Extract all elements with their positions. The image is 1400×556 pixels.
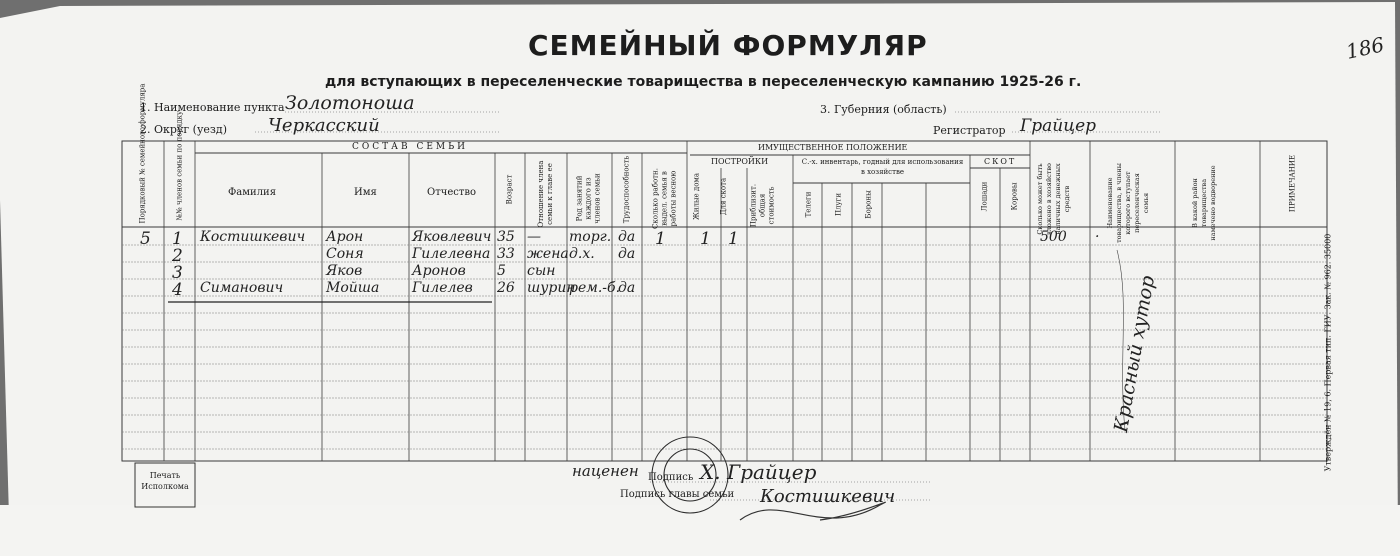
header-serial: Порядковый № семейного формуляра [138, 83, 147, 224]
header-district: В какой район товарищества намечено водворение [1191, 165, 1217, 241]
cell-occupation: торг. [569, 229, 612, 245]
page-number: 186 [1343, 32, 1387, 64]
cell-barns: 1 [728, 229, 739, 249]
signature-value: Х. Грайцер [700, 460, 817, 484]
cell-patronymic: Аронов [412, 263, 466, 279]
section-inventory: С.-х. инвентарь, годный для использования в хозяйстве [801, 158, 964, 176]
header-horses: Лошади [980, 181, 989, 212]
header-occupation: Род занятий каждого из членов семьи [575, 173, 602, 224]
header-name: Имя [354, 187, 377, 198]
cell-workers: 1 [655, 229, 666, 249]
cell-age: 5 [497, 263, 506, 279]
field1-label: 1. Наименование пункта [140, 101, 285, 114]
cell-name: Яков [326, 263, 363, 279]
cell-relation: — [527, 229, 541, 245]
header-patronymic: Отчество [427, 187, 477, 198]
section-property: ИМУЩЕСТВЕННОЕ ПОЛОЖЕНИЕ [758, 143, 908, 152]
header-ploughs: Плуги [834, 193, 843, 217]
cell-relation: шурин [527, 280, 576, 296]
header-surname: Фамилия [228, 187, 277, 198]
cell-name: Соня [326, 246, 364, 262]
header-capacity: Трудоспособность [622, 155, 631, 224]
header-relation: Отношение члена семьи к главе ее [537, 160, 554, 228]
form-subtitle: для вступающих в переселенческие товарищества в переселенческую кампанию 1925-26 г. [325, 74, 1082, 90]
header-capital: Сколько может быть вложено в хозяйство наличных денежных средств [1036, 163, 1071, 235]
cell-age: 26 [497, 280, 515, 296]
cell-name: Мойша [326, 280, 380, 296]
cell-serial: 5 [140, 229, 151, 249]
margin-note: наценен [572, 462, 639, 480]
registrar-value: Грайцер [1020, 116, 1097, 136]
cell-capital: 500 [1040, 229, 1067, 245]
section-family: СОСТАВ СЕМЬИ [352, 142, 469, 152]
cell-member-no: 4 [172, 280, 183, 300]
cell-patronymic: Гилелев [412, 280, 473, 296]
cell-occupation: рем.-б. [569, 280, 621, 296]
section-buildings: ПОСТРОЙКИ [711, 157, 769, 166]
cell-capacity: да [618, 246, 636, 262]
cell-age: 33 [497, 246, 515, 262]
cell-member-no: 2 [172, 246, 183, 266]
header-cows: Коровы [1010, 182, 1019, 211]
vertical-note: Красный хутор [1110, 273, 1160, 434]
cell-partnership: · [1095, 229, 1100, 245]
family-signature-label: Подпись главы семьи [620, 489, 735, 500]
cell-surname: Симанович [200, 280, 284, 296]
field1-value: Золотоноша [285, 92, 415, 114]
header-houses: Жилые дома [692, 172, 701, 221]
print-note: Утверждён № 19, 6. Первая тип. ГИУ. Зак. № 962. 35000 [1323, 233, 1333, 472]
registrar-label: Регистратор [933, 124, 1006, 137]
header-barns: Для скота [719, 177, 728, 216]
form-title: СЕМЕЙНЫЙ ФОРМУЛЯР [528, 29, 928, 62]
stamp-label: Печать Исполкома [141, 471, 189, 491]
cell-surname: Костишкевич [200, 229, 306, 245]
cell-name: Арон [326, 229, 364, 245]
family-signature-value: Костишкевич [760, 486, 896, 507]
field3-label: 3. Губерния (область) [820, 103, 947, 116]
cell-member-no: 1 [172, 229, 183, 249]
field2-label: 2. Округ (уезд) [140, 123, 227, 136]
header-remarks: ПРИМЕЧАНИЕ [1288, 154, 1297, 213]
header-member-no: №№ членов семьи по порядку [175, 110, 184, 221]
cell-capacity: да [618, 280, 636, 296]
cell-capacity: да [618, 229, 636, 245]
section-livestock: СКОТ [984, 157, 1017, 166]
signature-label: Подпись [648, 472, 694, 483]
header-value: Приблизит. общая стоимость [749, 183, 776, 228]
cell-relation: сын [527, 263, 556, 279]
cell-occupation: д.х. [569, 246, 595, 262]
cell-patronymic: Яковлевич [412, 229, 492, 245]
header-workers: Сколько работн. выдел. семья в работы весною [651, 168, 678, 229]
field2-value: Черкасский [268, 115, 380, 136]
header-harrows: Бороны [864, 190, 873, 219]
cell-houses: 1 [700, 229, 711, 249]
header-carts: Телеги [804, 191, 813, 218]
cell-age: 35 [497, 229, 515, 245]
cell-relation: жена [527, 246, 569, 262]
header-partnership: Наименование товарищества, в члены которого вступает переселенческая семья [1106, 163, 1150, 243]
cell-patronymic: Гилелевна [412, 246, 491, 262]
header-age: Возраст [505, 174, 514, 205]
cell-member-no: 3 [172, 263, 183, 283]
